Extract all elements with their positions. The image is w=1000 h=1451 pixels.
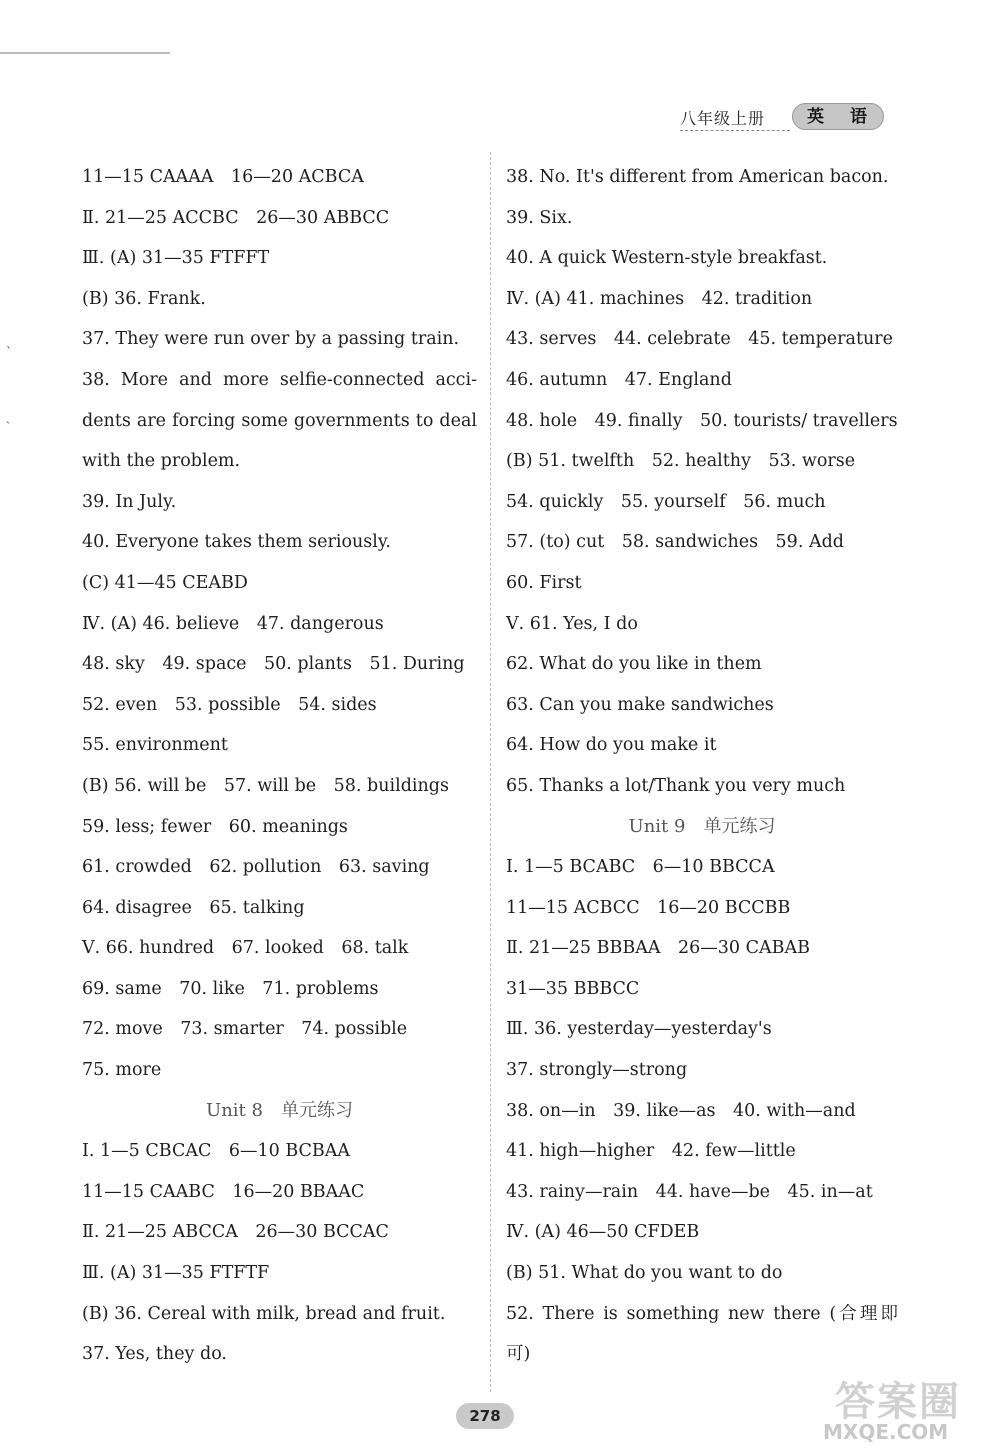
answer-line: 11—15 CAABC 16—20 BBAAC	[82, 1181, 365, 1202]
watermark-url: MXQE.COM	[823, 1420, 949, 1444]
page-header	[680, 100, 890, 136]
answer-line: 43. rainy—rain 44. have—be 45. in—at	[506, 1181, 873, 1202]
answer-line: 37. strongly—strong	[506, 1060, 688, 1081]
answer-line: 75. more	[82, 1060, 162, 1081]
answer-line: 60. First	[506, 572, 582, 593]
answer-line: Ⅰ. 1—5 BCABC 6—10 BBCCA	[506, 857, 775, 878]
answer-line: 38. No. It's different from American bacon.	[506, 167, 889, 187]
answer-line: dents are forcing some governments to deal	[82, 410, 477, 431]
watermark	[815, 1370, 995, 1445]
answer-line: 63. Can you make sandwiches	[506, 694, 774, 715]
answer-line: Ⅱ. 21—25 ABCCA 26—30 BCCAC	[82, 1222, 389, 1243]
answer-line: 48. sky 49. space 50. plants 51. During	[82, 654, 465, 675]
answer-line: 64. How do you make it	[506, 735, 717, 756]
answer-line: 38. More and more selfie-connected acci-	[82, 369, 477, 390]
right-answer-column	[506, 157, 898, 1375]
answer-line: Ⅲ. (A) 31—35 FTFTF	[82, 1263, 270, 1284]
top-rule	[0, 52, 170, 54]
answer-line: Ⅳ. (A) 46—50 CFDEB	[506, 1222, 700, 1243]
answer-line: (B) 51. twelfth 52. healthy 53. worse	[506, 451, 856, 472]
answer-line: 31—35 BBBCC	[506, 978, 640, 999]
answer-line: 54. quickly 55. yourself 56. much	[506, 491, 826, 512]
answer-line: 37. Yes, they do.	[82, 1344, 227, 1365]
answer-line: 62. What do you like in them	[506, 654, 762, 675]
answer-line: 48. hole 49. finally 50. tourists/ travellers	[506, 410, 898, 431]
answer-line: Ⅰ. 1—5 CBCAC 6—10 BCBAA	[82, 1141, 351, 1162]
column-divider	[490, 152, 491, 1392]
answer-line: Ⅲ. (A) 31—35 FTFFT	[82, 248, 270, 269]
answer-line: 40. Everyone takes them seriously.	[82, 532, 391, 553]
answer-line: (B) 36. Frank.	[82, 288, 206, 309]
answer-line: 59. less; fewer 60. meanings	[82, 816, 348, 837]
answer-line: 39. Six.	[506, 207, 573, 228]
scan-mark: ˋ	[6, 345, 12, 359]
answer-line: (B) 51. What do you want to do	[506, 1263, 783, 1284]
answer-line: (C) 41—45 CEABD	[82, 572, 248, 593]
answer-line: 52. even 53. possible 54. sides	[82, 694, 377, 715]
answer-line: 11—15 CAAAA 16—20 ACBCA	[82, 167, 364, 187]
grade-label: 八年级上册	[680, 109, 766, 128]
left-answer-column	[82, 157, 477, 1375]
answer-line: 55. environment	[82, 735, 228, 756]
answer-line: 11—15 ACBCC 16—20 BCCBB	[506, 897, 791, 918]
answer-line: 57. (to) cut 58. sandwiches 59. Add	[506, 532, 844, 553]
answer-line: with the problem.	[82, 451, 241, 472]
answer-line: 52. There is something new there (合理即	[506, 1303, 898, 1324]
answer-line: (B) 56. will be 57. will be 58. buildings	[82, 775, 449, 796]
answer-line: 38. on—in 39. like—as 40. with—and	[506, 1100, 856, 1121]
answer-line: 可)	[506, 1344, 531, 1365]
header-dash-rule	[680, 130, 790, 131]
answer-line: Ⅳ. (A) 46. believe 47. dangerous	[82, 613, 384, 634]
answer-line: Ⅴ. 61. Yes, I do	[506, 613, 638, 634]
subject-badge: 英 语	[792, 103, 884, 130]
answer-line: 43. serves 44. celebrate 45. temperature	[506, 329, 893, 350]
answer-line: Ⅴ. 66. hundred 67. looked 68. talk	[82, 938, 409, 959]
unit-heading: Unit 8 单元练习	[206, 1099, 353, 1121]
answer-line: 39. In July.	[82, 491, 177, 512]
answer-line: 65. Thanks a lot/Thank you very much	[506, 775, 846, 796]
answer-line: Ⅲ. 36. yesterday—yesterday's	[506, 1019, 772, 1040]
answer-line: 69. same 70. like 71. problems	[82, 978, 379, 999]
answer-line: 41. high—higher 42. few—little	[506, 1141, 796, 1162]
watermark-logo: 答案圈	[835, 1378, 961, 1425]
answer-line: 61. crowded 62. pollution 63. saving	[82, 857, 430, 878]
answer-line: (B) 36. Cereal with milk, bread and fruit.	[82, 1303, 446, 1324]
answer-line: 46. autumn 47. England	[506, 369, 732, 390]
answer-line: Ⅱ. 21—25 ACCBC 26—30 ABBCC	[82, 207, 390, 228]
answer-line: 72. move 73. smarter 74. possible	[82, 1019, 408, 1040]
answer-line: 64. disagree 65. talking	[82, 897, 305, 918]
page-number: 278	[456, 1403, 514, 1429]
answer-line: 37. They were run over by a passing train.	[82, 329, 460, 350]
unit-heading: Unit 9 单元练习	[628, 815, 776, 837]
answer-line: Ⅱ. 21—25 BBBAA 26—30 CABAB	[506, 938, 810, 959]
scan-mark: ˏ	[6, 410, 10, 424]
answer-line: Ⅳ. (A) 41. machines 42. tradition	[506, 288, 813, 309]
answer-line: 40. A quick Western-style breakfast.	[506, 248, 828, 269]
